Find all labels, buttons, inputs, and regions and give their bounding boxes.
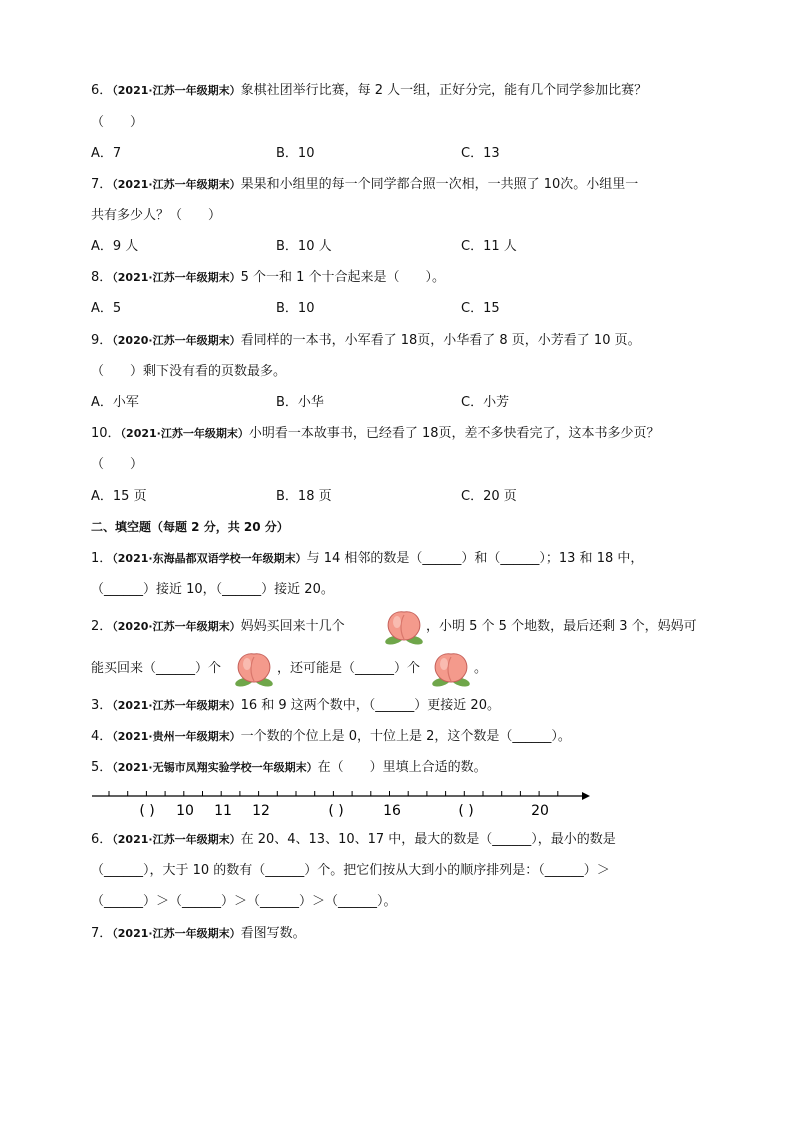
question-8: [91, 269, 445, 287]
question-source: （2021·江苏一年级期末）: [120, 427, 249, 440]
question-text: 妈妈买回来十几个: [240, 619, 345, 634]
section-heading: 二、填空题（每题 2 分，共 20 分）: [91, 520, 289, 534]
tick-label: ( ): [328, 803, 344, 819]
fill-question-5: [91, 759, 487, 777]
question-text: 与 14 相邻的数是（______）和（______）；13 和 18 中，: [306, 551, 644, 566]
question-text: 16 和 9 这两个数中，（______）更接近 20。: [240, 698, 500, 713]
question-text-continued: （______）＞（______）＞（______）＞（______）。: [91, 894, 397, 909]
question-source: （2021·江苏一年级期末）: [112, 178, 241, 191]
question-number: 3．: [91, 698, 113, 713]
question-text: 。: [474, 661, 488, 676]
question-text: 一个数的个位上是 0，十位上是 2，这个数是（______）。: [240, 729, 571, 744]
question-number: 10．: [91, 426, 121, 441]
question-number: 1．: [91, 551, 113, 566]
question-text: 在（ ）里填上合适的数。: [317, 760, 487, 775]
arrow-head-icon: [582, 792, 590, 800]
option-a: A．7: [91, 146, 122, 161]
tick-label: ( ): [139, 803, 155, 819]
question-source: （2021·无锡市凤翔实验学校一年级期末）: [112, 761, 318, 774]
question-text: 果果和小组里的每一个同学都合照一次相，一共照了 10次。小组里一: [240, 177, 639, 192]
question-number: 9．: [91, 333, 113, 348]
question-number: 7．: [91, 926, 113, 941]
question-source: （2021·东海晶都双语学校一年级期末）: [112, 552, 307, 565]
question-text: ，小明 5 个 5 个地数，最后还剩 3 个，妈妈可: [426, 619, 697, 634]
question-10: [91, 425, 660, 443]
question-number: 7．: [91, 177, 113, 192]
option-a: A．15 页: [91, 489, 147, 504]
question-number: 5．: [91, 760, 113, 775]
option-c: C．15: [461, 301, 500, 316]
question-source: （2021·江苏一年级期末）: [112, 699, 241, 712]
question-number: 4．: [91, 729, 113, 744]
option-c: C．13: [461, 146, 500, 161]
question-text: ，还可能是（______）个: [277, 661, 421, 676]
option-b: B．小华: [276, 395, 324, 410]
question-source: （2021·江苏一年级期末）: [112, 833, 241, 846]
question-source: （2021·江苏一年级期末）: [112, 271, 241, 284]
tick-label: 16: [383, 803, 401, 819]
answer-bracket: （ ）: [91, 115, 144, 130]
question-source: （2020·江苏一年级期末）: [112, 620, 241, 633]
question-text: 在 20、4、13、10、17 中，最大的数是（______），最小的数是: [240, 832, 616, 847]
option-b: B．18 页: [276, 489, 332, 504]
question-source: （2020·江苏一年级期末）: [112, 334, 241, 347]
option-b: B．10: [276, 301, 315, 316]
fill-question-2: [91, 618, 345, 636]
question-source: （2021·江苏一年级期末）: [112, 927, 241, 940]
option-c: C．小芳: [461, 395, 510, 410]
tick-label: ( ): [458, 803, 474, 819]
question-number: 2．: [91, 619, 113, 634]
question-text: 看同样的一本书，小军看了 18页，小华看了 8 页，小芳看了 10 页。: [240, 333, 641, 348]
option-c: C．11 人: [461, 239, 517, 254]
answer-bracket: （ ）: [91, 457, 144, 472]
question-text: 5 个一和 1 个十合起来是（ ）。: [240, 270, 446, 285]
question-text-continued: （______），大于 10 的数有（______）个。把它们按从大到小的顺序排列是：（______）＞: [91, 863, 610, 878]
fill-question-3: [91, 697, 500, 715]
tick-label: 10: [176, 803, 194, 819]
question-text: 象棋社团举行比赛，每 2 人一组，正好分完，能有几个同学参加比赛？: [240, 83, 648, 98]
tick-label: 20: [531, 803, 549, 819]
question-source: （2021·贵州一年级期末）: [112, 730, 241, 743]
fill-question-1: [91, 550, 643, 568]
question-text-continued: （______）接近 10，（______）接近 20。: [91, 582, 334, 597]
question-text: 看图写数。: [240, 926, 306, 941]
option-a: A．9 人: [91, 239, 139, 254]
question-number: 6．: [91, 83, 113, 98]
question-number: 6．: [91, 832, 113, 847]
number-line: [90, 784, 590, 820]
question-text: 能买回来（______）个: [91, 661, 222, 676]
question-9: [91, 332, 641, 350]
option-c: C．20 页: [461, 489, 517, 504]
question-text-continued: 共有多少人？（ ）: [91, 208, 222, 223]
fill-question-6: [91, 831, 616, 849]
question-number: 8．: [91, 270, 113, 285]
question-text-continued: [91, 660, 221, 678]
question-text-continued: （ ）剩下没有看的页数最多。: [91, 364, 287, 379]
option-a: A．5: [91, 301, 122, 316]
question-7: [91, 176, 638, 194]
fill-question-7: [91, 925, 306, 943]
question-6: [91, 82, 647, 100]
fill-question-4: [91, 728, 571, 746]
question-text: 小明看一本故事书，已经看了 18页，差不多快看完了，这本书多少页？: [248, 426, 660, 441]
peach-icon: [382, 606, 426, 646]
peach-icon: [232, 648, 276, 688]
tick-label: 11: [214, 803, 232, 819]
option-b: B．10: [276, 146, 315, 161]
question-source: （2021·江苏一年级期末）: [112, 84, 241, 97]
option-b: B．10 人: [276, 239, 332, 254]
option-a: A．小军: [91, 395, 139, 410]
tick-label: 12: [252, 803, 270, 819]
peach-icon: [429, 648, 473, 688]
